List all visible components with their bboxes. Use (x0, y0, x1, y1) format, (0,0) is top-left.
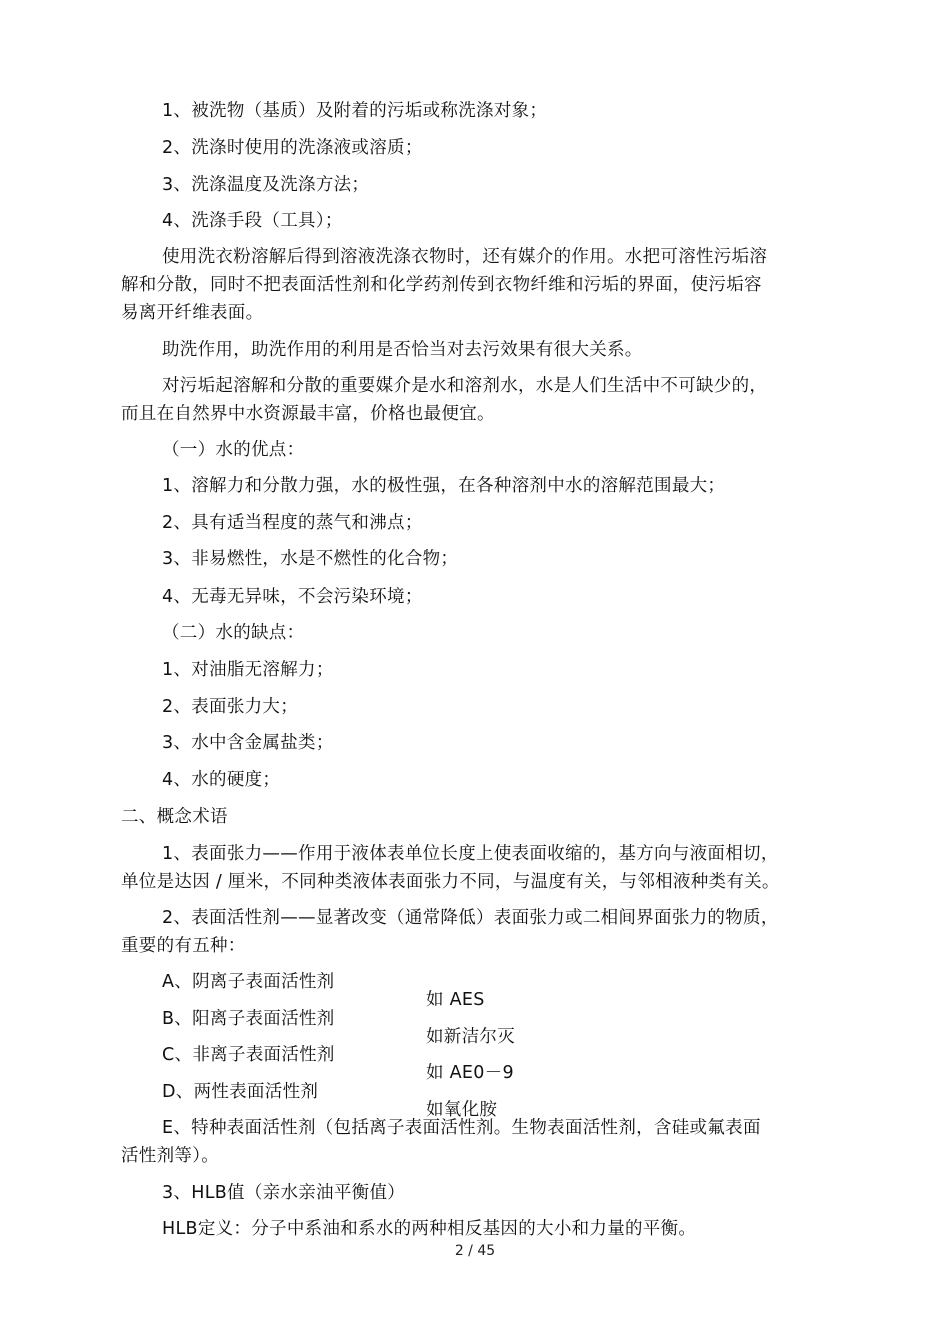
surfactant-type-d: D、两性表面活性剂 (162, 1082, 319, 1102)
water-disadvantages-heading: （二）水的缺点： (162, 623, 305, 643)
washing-factor-4: 4、洗涤手段（工具）； (162, 211, 343, 231)
section-heading-concepts: 二、概念术语 (121, 807, 228, 827)
washing-factor-3: 3、洗涤温度及洗涤方法； (162, 175, 370, 195)
paragraph-water-line-2: 而且在自然界中水资源最丰富，价格也最便宜。 (121, 404, 495, 424)
water-disadvantage-2: 2、表面张力大； (162, 697, 299, 717)
hlb-heading: 3、HLB值（亲水亲油平衡值） (162, 1183, 406, 1203)
washing-factor-1: 1、被洗物（基质）及附着的污垢或称洗涤对象； (162, 101, 548, 121)
page-number: 2 / 45 (454, 1243, 496, 1259)
washing-factor-2: 2、洗涤时使用的洗涤液或溶质； (162, 138, 423, 158)
water-advantage-1: 1、溶解力和分散力强，水的极性强，在各种溶剂中水的溶解范围最大； (162, 476, 726, 496)
surfactant-line-1: 2、表面活性剂——显著改变（通常降低）表面张力或二相间界面张力的物质， (162, 908, 779, 928)
surface-tension-line-2: 单位是达因 / 厘米，不同种类液体表面张力不同，与温度有关，与邻相液种类有关。 (121, 872, 780, 892)
surfactant-type-e-line-1: E、特种表面活性剂（包括离子表面活性剂。生物表面活性剂，含硅或氟表面 (162, 1118, 761, 1138)
paragraph-auxiliary-washing: 助洗作用，助洗作用的利用是否恰当对去污效果有很大关系。 (162, 340, 643, 360)
surfactant-type-b: B、阳离子表面活性剂 (162, 1009, 335, 1029)
surface-tension-line-1: 1、表面张力——作用于液体表单位长度上使表面收缩的，基方向与液面相切， (162, 844, 779, 864)
surfactant-example-a: 如 AES (426, 989, 485, 1010)
surfactant-type-a: A、阴离子表面活性剂 (162, 972, 335, 992)
paragraph-water-line-1: 对污垢起溶解和分散的重要媒介是水和溶剂水，水是人们生活中不可缺少的， (162, 376, 768, 396)
paragraph-medium-line-3: 易离开纤维表面。 (121, 303, 264, 323)
surfactant-line-2: 重要的有五种： (121, 936, 246, 956)
hlb-definition: HLB定义：分子中系油和系水的两种相反基因的大小和力量的平衡。 (162, 1219, 697, 1239)
water-advantage-2: 2、具有适当程度的蒸气和沸点； (162, 513, 423, 533)
paragraph-medium-line-2: 解和分散，同时不把表面活性剂和化学药剂传到衣物纤维和污垢的界面，使污垢容 (121, 275, 762, 295)
water-advantage-4: 4、无毒无异味，不会污染环境； (162, 587, 423, 607)
surfactant-type-e-line-2: 活性剂等）。 (121, 1146, 220, 1166)
water-advantage-3: 3、非易燃性，水是不燃性的化合物； (162, 549, 459, 569)
water-advantages-heading: （一）水的优点： (162, 440, 305, 460)
paragraph-medium-line-1: 使用洗衣粉溶解后得到溶液洗涤衣物时，还有媒介的作用。水把可溶性污垢溶 (162, 247, 768, 267)
water-disadvantage-1: 1、对油脂无溶解力； (162, 660, 334, 680)
surfactant-example-b: 如新洁尔灭 (426, 1026, 515, 1047)
surfactant-type-c: C、非离子表面活性剂 (162, 1045, 335, 1065)
surfactant-example-c: 如 AE0－9 (426, 1062, 514, 1083)
surfactant-example-d: 如氧化胺 (426, 1099, 498, 1120)
water-disadvantage-3: 3、水中含金属盐类； (162, 733, 334, 753)
water-disadvantage-4: 4、水的硬度； (162, 770, 281, 790)
